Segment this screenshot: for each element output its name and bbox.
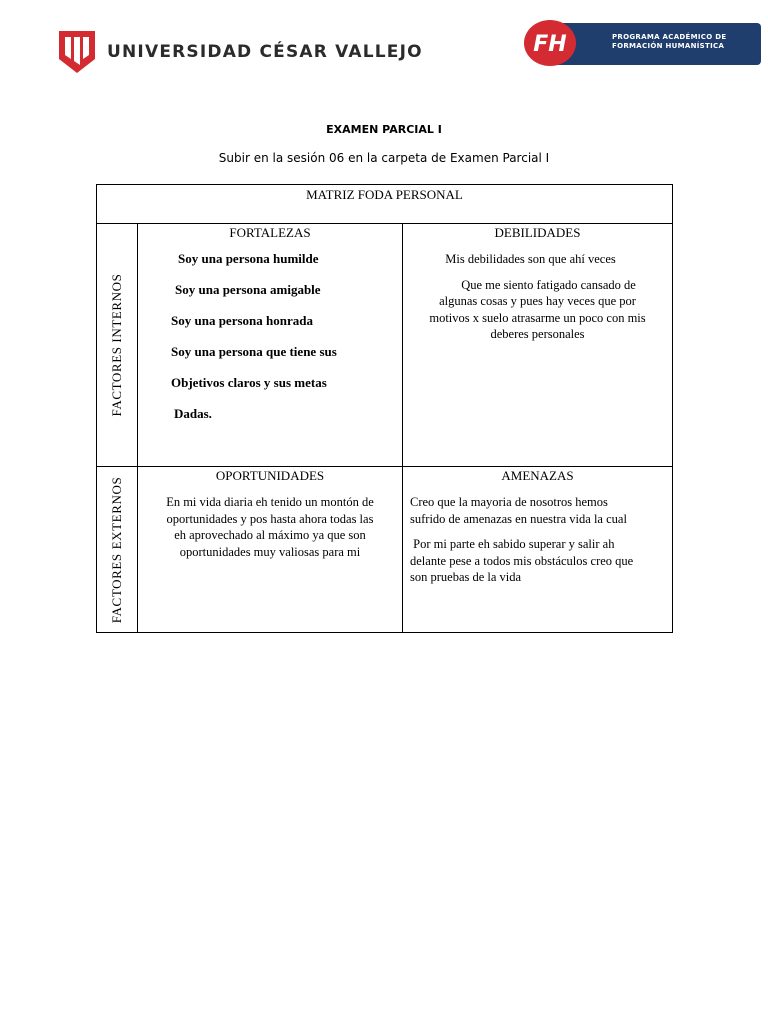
opportunity-line: eh aprovechado al máximo ya que son bbox=[174, 528, 366, 542]
strength-item: Objetivos claros y sus metas bbox=[171, 375, 327, 390]
fh-program-line-2: FORMACIÓN HUMANÍSTICA bbox=[612, 42, 725, 50]
weakness-line: deberes personales bbox=[490, 327, 585, 341]
fh-monogram-icon bbox=[530, 28, 570, 58]
exam-title: EXAMEN PARCIAL I bbox=[326, 123, 442, 136]
external-factors-label bbox=[97, 467, 138, 633]
threat-line: delante pese a todos mis obstáculos creo que bbox=[410, 553, 634, 568]
threat-line: sufrido de amenazas en nuestra vida la cual bbox=[410, 511, 627, 526]
opportunities-heading: OPORTUNIDADES bbox=[215, 468, 325, 483]
strength-item: Soy una persona que tiene sus bbox=[171, 344, 337, 359]
opportunities-text bbox=[138, 494, 402, 560]
strength-item: Soy una persona honrada bbox=[171, 313, 313, 328]
fh-initials: FH bbox=[533, 32, 567, 57]
weakness-line: Que me siento fatigado cansado de bbox=[461, 277, 636, 292]
threats-cell bbox=[403, 467, 673, 633]
internal-factors-text: FACTORES INTERNOS bbox=[109, 273, 124, 417]
strengths-heading: FORTALEZAS bbox=[229, 225, 311, 240]
internal-factors-label bbox=[97, 224, 138, 467]
foda-matrix bbox=[96, 184, 673, 633]
weaknesses-cell bbox=[403, 224, 673, 467]
fh-logo bbox=[524, 20, 761, 66]
weaknesses-text bbox=[403, 251, 672, 343]
threat-line: Creo que la mayoria de nosotros hemos bbox=[410, 495, 608, 509]
threats-heading: AMENAZAS bbox=[501, 468, 574, 483]
threat-line: son pruebas de la vida bbox=[410, 570, 522, 584]
fh-banner bbox=[554, 23, 761, 65]
opportunity-line: oportunidades muy valiosas para mi bbox=[179, 544, 361, 559]
fh-emblem bbox=[524, 20, 576, 66]
exam-subtitle: Subir en la sesión 06 en la carpeta de Examen Parcial I bbox=[218, 151, 550, 165]
opportunity-line: oportunidades y pos hasta ahora todas las bbox=[166, 511, 374, 526]
ucv-shield-icon bbox=[57, 29, 97, 75]
strengths-list bbox=[138, 241, 402, 437]
fh-program-line-1: PROGRAMA ACADÉMICO DE bbox=[612, 33, 727, 41]
opportunity-line: En mi vida diaria eh tenido un montón de bbox=[166, 495, 374, 509]
weakness-line: algunas cosas y pues hay veces que por bbox=[439, 294, 636, 308]
weaknesses-heading: DEBILIDADES bbox=[494, 225, 581, 240]
strength-item: Dadas. bbox=[174, 406, 212, 421]
external-factors-text: FACTORES EXTERNOS bbox=[109, 476, 124, 623]
weakness-line: motivos x suelo atrasarme un poco con mis bbox=[429, 310, 646, 325]
ucv-logo bbox=[57, 29, 423, 75]
strengths-cell bbox=[138, 224, 403, 467]
weakness-line: Mis debilidades son que ahí veces bbox=[445, 252, 616, 266]
strength-item: Soy una persona humilde bbox=[178, 251, 319, 266]
ucv-name: UNIVERSIDAD CÉSAR VALLEJO bbox=[107, 42, 423, 62]
opportunities-cell bbox=[138, 467, 403, 633]
matrix-title: MATRIZ FODA PERSONAL bbox=[97, 185, 673, 224]
threat-line: Por mi parte eh sabido superar y salir ah bbox=[410, 537, 615, 551]
strength-item: Soy una persona amigable bbox=[175, 282, 321, 297]
threats-text bbox=[403, 494, 672, 586]
